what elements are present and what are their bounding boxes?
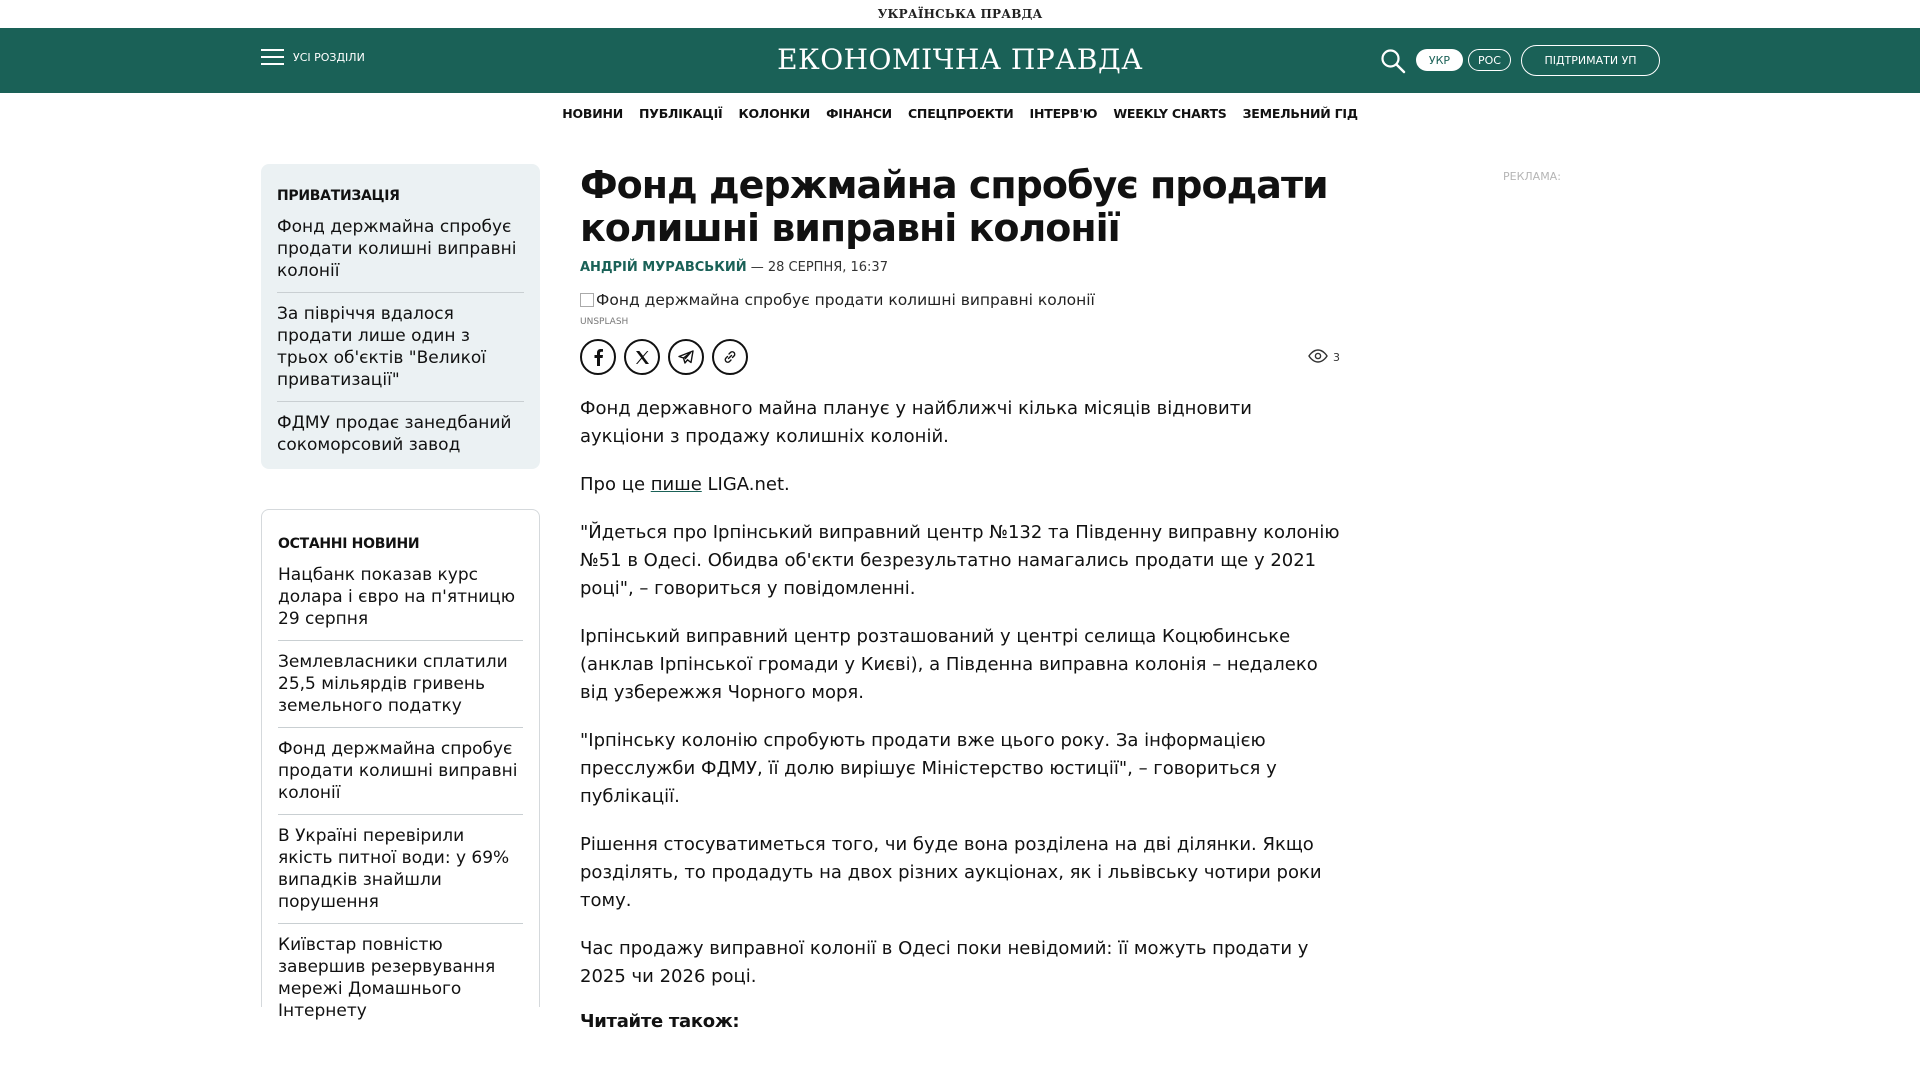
privatization-title[interactable]: ПРИВАТИЗАЦІЯ	[277, 188, 400, 204]
nav-item-land-guide[interactable]: ЗЕМЕЛЬНИЙ ГІД	[1242, 105, 1358, 121]
latest-news-item[interactable]: Фонд держмайна спробує продати колишні виправні колонії	[278, 738, 523, 815]
paragraph: Ірпінський виправний центр розташований у центрі селища Коцюбинське (анклав Ірпінської громади у Києві), а Південна виправна колонія – недалеко від узбережжя Чорного моря.	[580, 626, 1318, 703]
privatization-item[interactable]: ФДМУ продає занедбаний сокоморсовий завод	[277, 413, 512, 455]
paragraph: Час продажу виправної колонії в Одесі поки невідомий: її можуть продати у 2025 чи 2026 році.	[580, 938, 1309, 987]
broken-image-icon	[580, 293, 594, 307]
image-alt-text: Фонд держмайна спробує продати колишні виправні колонії	[596, 291, 1095, 309]
nav-item-news[interactable]: НОВИНИ	[562, 105, 624, 121]
views-counter	[1308, 349, 1340, 366]
all-sections-label: УСІ РОЗДІЛИ	[293, 50, 365, 64]
telegram-icon[interactable]	[668, 339, 704, 375]
topbar	[0, 0, 1920, 28]
paragraph: "Ірпінську колонію спробують продати вже цього року. За інформацією пресслужби ФДМУ, її долю вирішує Міністерство юстиції", – говориться у публікації.	[580, 730, 1277, 807]
support-button[interactable]: ПІДТРИМАТИ УП	[1521, 45, 1660, 76]
main-nav	[0, 93, 1920, 133]
paragraph: Рішення стосуватиметься того, чи буде вона розділена на дві ділянки. Якщо розділять, то продадуть на двох різних аукціонах, як і львівську чотири роки тому.	[580, 834, 1322, 911]
ad-label: РЕКЛАМА:	[1503, 170, 1561, 183]
latest-news-item[interactable]: Київстар повністю завершив резервування мережі Домашнього Інтернету	[278, 935, 496, 1021]
article-date: — 28 СЕРПНЯ, 16:37	[746, 260, 888, 275]
nav-item-publications[interactable]: ПУБЛІКАЦІЇ	[639, 105, 723, 121]
article-body	[580, 395, 1340, 1032]
latest-news-item[interactable]: Землевласники сплатили 25,5 мільярдів гривень земельного податку	[278, 651, 523, 728]
eye-icon	[1308, 349, 1328, 366]
paragraph: "Йдеться про Ірпінський виправний центр №132 та Південну виправну колонію №51 в Одесі. Обидва об'єкти безрезультатно намагались продати ще у 2021 році", – говориться у повідомленні.	[580, 522, 1340, 599]
paragraph-text: Про це	[580, 474, 651, 495]
paragraph: Фонд державного майна планує у найближчі кілька місяців відновити аукціони з продажу колишніх колоній.	[580, 398, 1252, 447]
lang-ros-button[interactable]: РОС	[1468, 49, 1511, 71]
search-icon[interactable]	[1380, 48, 1406, 74]
views-count: 3	[1333, 351, 1340, 364]
copy-link-icon[interactable]	[712, 339, 748, 375]
latest-news-title[interactable]: ОСТАННІ НОВИНИ	[278, 536, 420, 552]
x-twitter-icon[interactable]	[624, 339, 660, 375]
nav-item-finance[interactable]: ФІНАНСИ	[826, 105, 892, 121]
nav-item-columns[interactable]: КОЛОНКИ	[738, 105, 811, 121]
author-link[interactable]: АНДРІЙ МУРАВСЬКИЙ	[580, 260, 747, 275]
up-brand-link[interactable]: УКРАЇНСЬКА ПРАВДА	[877, 7, 1043, 21]
nav-item-specprojects[interactable]: СПЕЦПРОЕКТИ	[907, 105, 1014, 121]
latest-news-box	[261, 509, 540, 1021]
article-image	[580, 291, 1340, 309]
latest-news-item[interactable]: В Україні перевірили якість питної води: у 69% випадків знайшли порушення	[278, 825, 523, 924]
paragraph	[580, 471, 1340, 499]
site-header	[0, 28, 1920, 93]
privatization-item[interactable]: За півріччя вдалося продати лише один з трьох об'єктів "Великої приватизації"	[277, 303, 524, 402]
share-bar	[580, 339, 1340, 375]
article-meta	[580, 260, 1340, 275]
read-also-heading: Читайте також:	[580, 1011, 740, 1032]
latest-news-item[interactable]: Нацбанк показав курс долара і євро на п'ятницю 29 серпня	[278, 564, 523, 641]
paragraph-text: LIGA.net.	[701, 474, 790, 495]
source-link[interactable]: пише	[650, 474, 702, 495]
privatization-item[interactable]: Фонд держмайна спробує продати колишні виправні колонії	[277, 216, 524, 293]
article	[580, 164, 1340, 1032]
privatization-box	[261, 164, 540, 469]
image-credit: UNSPLASH	[580, 317, 629, 327]
nav-item-interview[interactable]: ІНТЕРВ'Ю	[1029, 105, 1098, 121]
nav-item-weekly-charts[interactable]: WEEKLY CHARTS	[1113, 105, 1227, 121]
facebook-icon[interactable]	[580, 339, 616, 375]
site-logo[interactable]: ЕКОНОМІЧНА ПРАВДА	[777, 43, 1143, 76]
lang-ukr-button[interactable]: УКР	[1416, 49, 1463, 71]
article-title: Фонд держмайна спробує продати колишні виправні колонії	[580, 163, 1328, 250]
